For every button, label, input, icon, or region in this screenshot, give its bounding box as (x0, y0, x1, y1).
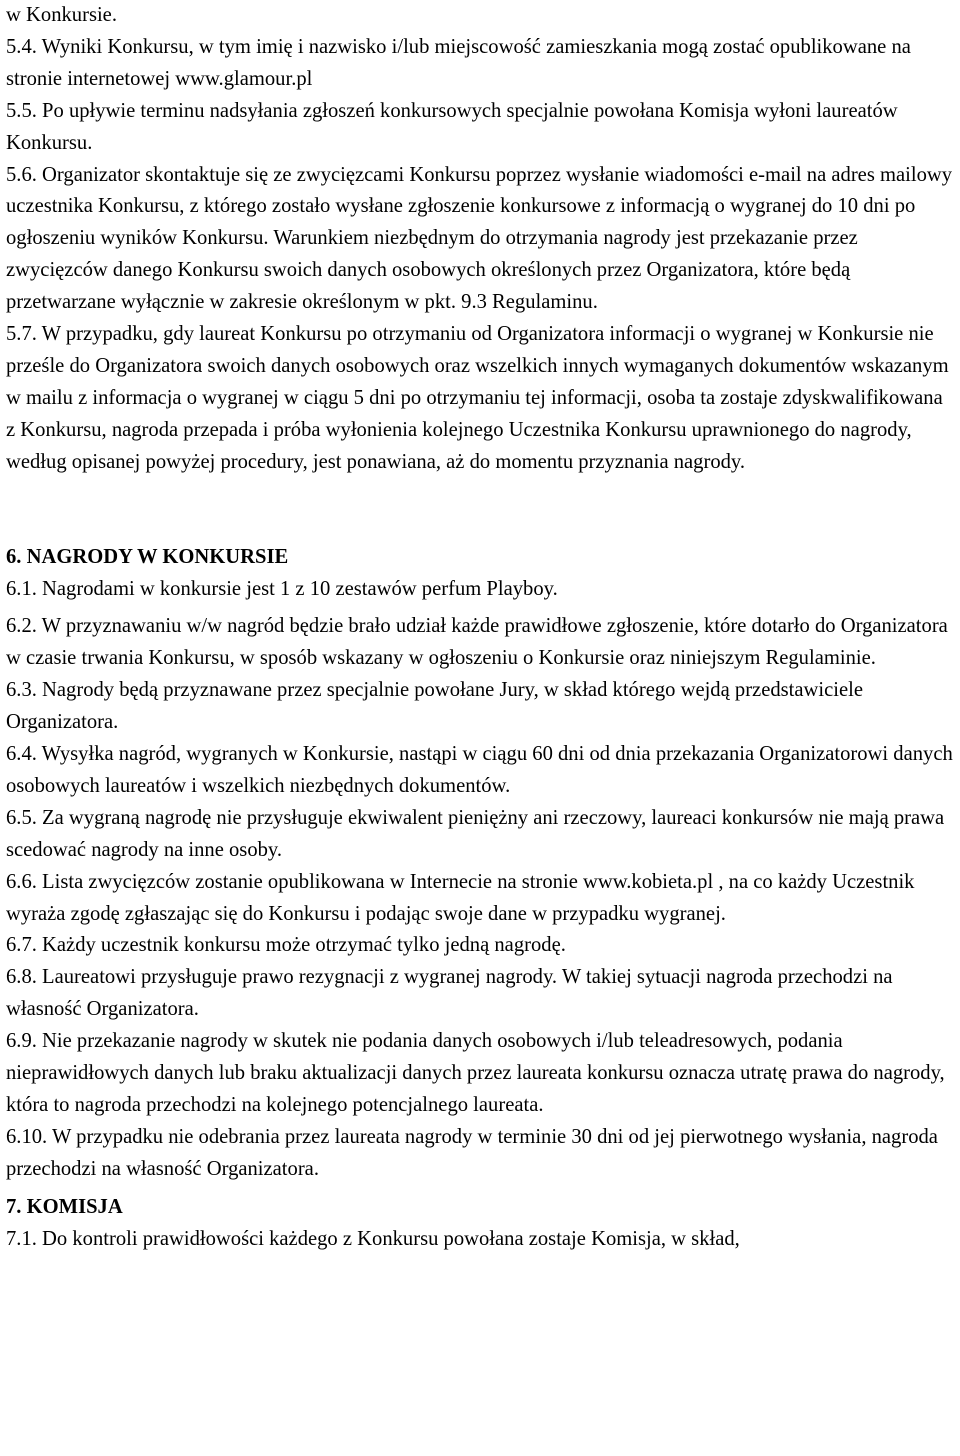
document-page (6, 0, 956, 1256)
paragraph-continuation: w Konkursie. (6, 4, 117, 26)
section-heading-komisja: 7. KOMISJA (6, 1195, 123, 1218)
paragraph-5-6: 5.6. Organizator skontaktuje się ze zwycięzcami Konkursu poprzez wysłanie wiadomości e-mail na adres mailowy uczestnika Konkursu, z którego zostało wysłane zgłoszenie konkursowe z informacją o wygranej do 10 dni po ogłoszeniu wyników Konkursu. Warunkiem niezbędnym do otrzymania nagrody jest przekazanie przez zwycięzców danego Konkursu swoich danych osobowych określonych przez Organizatora, które będą przetwarzane wyłącznie w zakresie określonym w pkt. 9.3 Regulaminu. (6, 163, 953, 314)
paragraph-6-8: 6.8. Laureatowi przysługuje prawo rezygnacji z wygranej nagrody. W takiej sytuacji nagroda przechodzi na własność Organizatora. (6, 966, 893, 1021)
paragraph-5-7: 5.7. W przypadku, gdy laureat Konkursu po otrzymaniu od Organizatora informacji o wygranej w Konkursie nie prześle do Organizatora swoich danych osobowych oraz wszelkich innych wymaganych dokumentów wskazanym w mailu z informacja o wygranej w ciągu 5 dni po otrzymaniu tej informacji, osoba ta zostaje zdyskwalifikowana z Konkursu, nagroda przepada i próba wyłonienia kolejnego Uczestnika Konkursu uprawnionego do nagrody, według opisanej powyżej procedury, jest ponawiana, aż do momentu przyznania nagrody. (6, 323, 949, 473)
paragraph-5-4: 5.4. Wyniki Konkursu, w tym imię i nazwisko i/lub miejscowość zamieszkania mogą zostać opublikowane na stronie internetowej www.glamour.pl (6, 35, 911, 90)
paragraph-6-3: 6.3. Nagrody będą przyznawane przez specjalnie powołane Jury, w skład którego wejdą przedstawiciele Organizatora. (6, 679, 863, 734)
paragraph-6-7: 6.7. Każdy uczestnik konkursu może otrzymać tylko jedną nagrodę. (6, 934, 566, 957)
section-heading-nagrody: 6. NAGRODY W KONKURSIE (6, 545, 289, 568)
paragraph-6-2: 6.2. W przyznawaniu w/w nagród będzie brało udział każde prawidłowe zgłoszenie, które dotarło do Organizatora w czasie trwania Konkursu, w sposób wskazany w ogłoszeniu o Konkursie oraz niniejszym Regulaminie. (6, 615, 948, 670)
paragraph-7-1: 7.1. Do kontroli prawidłowości każdego z Konkursu powołana zostaje Komisja, w skład, (6, 1227, 740, 1250)
paragraph-6-9: 6.9. Nie przekazanie nagrody w skutek nie podania danych osobowych i/lub teleadresowych, podania nieprawidłowych danych lub braku aktualizacji danych przez laureata konkursu oznacza utratę prawa do nagrody, która to nagroda przechodzi na kolejnego potencjalnego laureata. (6, 1030, 945, 1116)
paragraph-6-4: 6.4. Wysyłka nagród, wygranych w Konkursie, nastąpi w ciągu 60 dni od dnia przekazania Organizatorowi danych osobowych laureatów i wszelkich niezbędnych dokumentów. (6, 743, 953, 797)
paragraph-6-10: 6.10. W przypadku nie odebrania przez laureata nagrody w terminie 30 dni od jej pierwotnego wysłania, nagroda przechodzi na własność Organizatora. (6, 1125, 938, 1180)
paragraph-6-5: 6.5. Za wygraną nagrodę nie przysługuje ekwiwalent pieniężny ani rzeczowy, laureaci konkursów nie mają prawa scedować nagrody na inne osoby. (6, 806, 945, 861)
paragraph-6-1: 6.1. Nagrodami w konkursie jest 1 z 10 zestawów perfum Playboy. (6, 577, 558, 600)
paragraph-5-5: 5.5. Po upływie terminu nadsyłania zgłoszeń konkursowych specjalnie powołana Komisja wyłoni laureatów Konkursu. (6, 99, 898, 154)
section-spacer (6, 479, 956, 542)
paragraph-6-6: 6.6. Lista zwycięzców zostanie opublikowana w Internecie na stronie www.kobieta.pl , na co każdy Uczestnik wyraża zgodę zgłaszając się do Konkursu i podając swoje dane w przypadku wygranej. (6, 870, 915, 925)
